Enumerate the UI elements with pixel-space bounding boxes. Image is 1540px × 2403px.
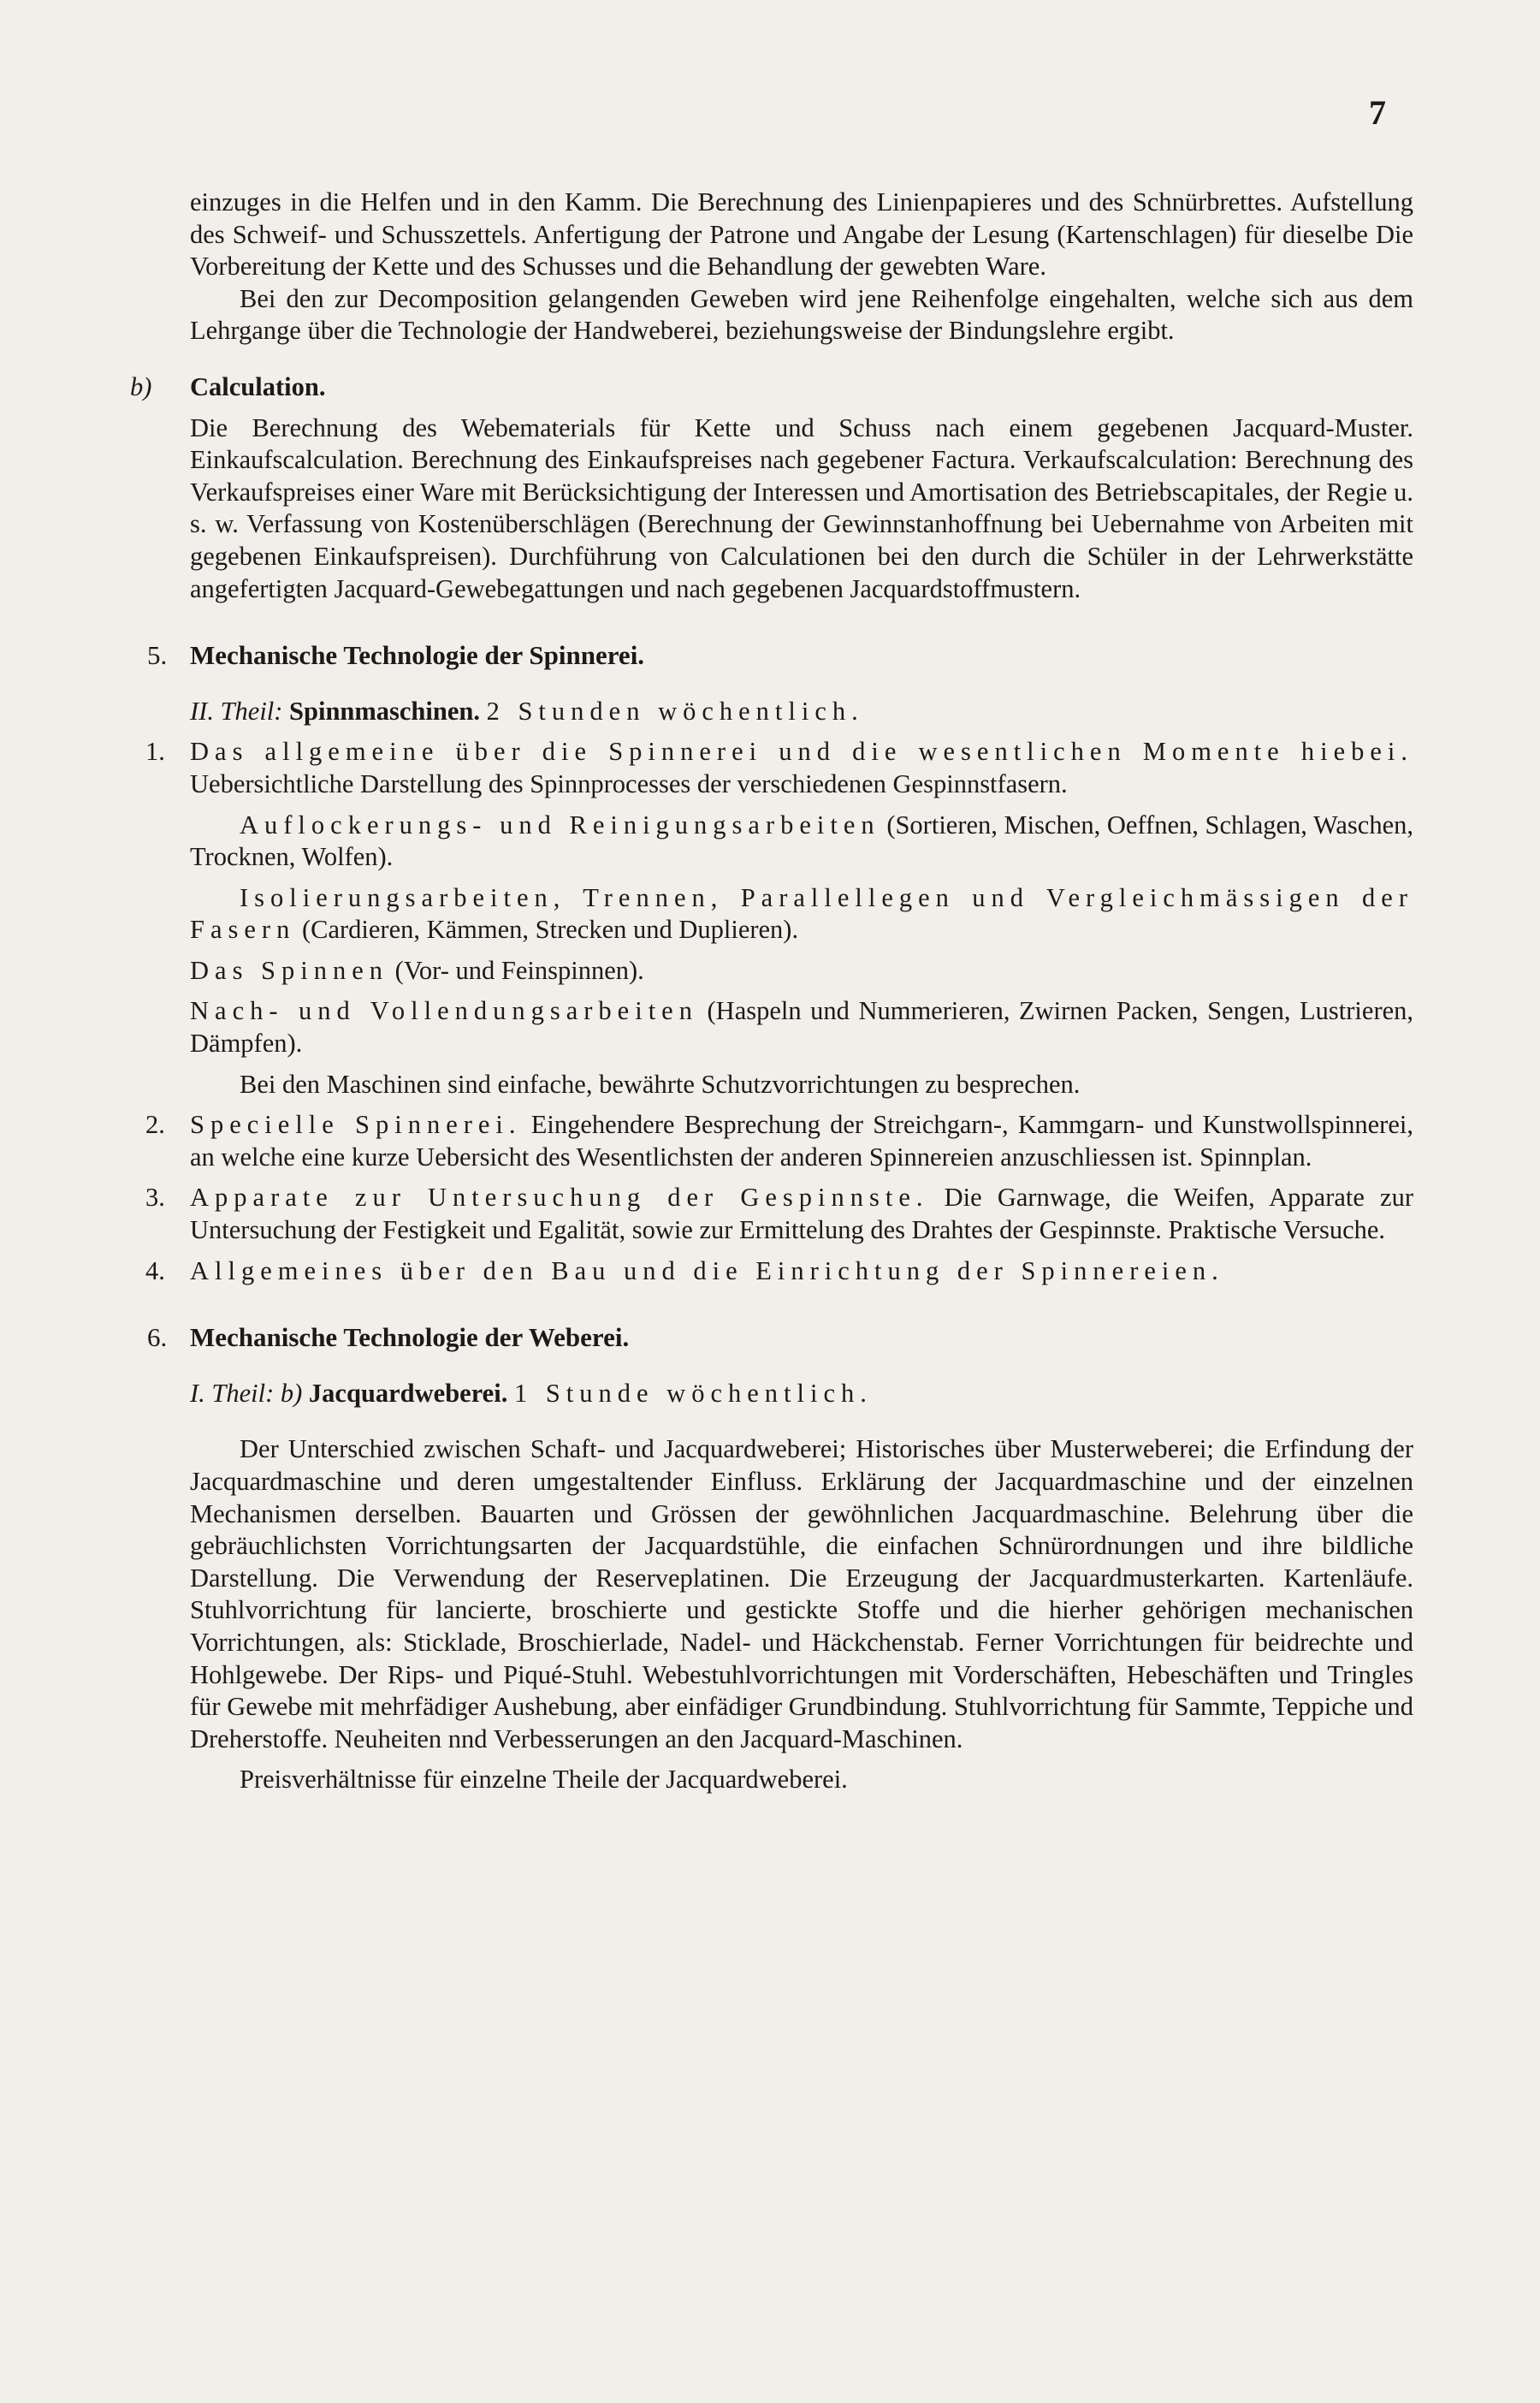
sub-paragraph-text: (Cardieren, Kämmen, Strecken und Duplieren).: [295, 915, 799, 945]
sub-paragraph-text: (Sortieren, Mischen, Oeffnen, Schlagen, Waschen, Trocknen, Wolfen).: [190, 810, 1413, 872]
section-5-theil-label: II. Theil:: [190, 696, 283, 726]
section-5-heading: [147, 639, 1413, 672]
list-item: [145, 1109, 1413, 1173]
list-item-spaced: Apparate zur Untersuchung der Gespinnste.: [190, 1183, 929, 1213]
list-item: [145, 1182, 1414, 1246]
intro-paragraph-1: einzuges in die Helfen und in den Kamm. Die Berechnung des Linienpapieres und des Schnürbrettes. Aufstellung des Schweif- und Schusszettels. Anfertigung der Patrone und Angabe der Lesung (Kartenschlagen) für dieselbe Die Vorbereitung der Kette und des Schusses und die Behandlung der gewebten Ware.: [190, 187, 1413, 282]
section-6-title: Mechanische Technologie der Weberei.: [190, 1322, 630, 1353]
calculation-text: Die Berechnung des Webematerials für Kette und Schuss nach einem gegebenen Jacquard-Muster. Einkaufscalculation. Berechnung des Einkaufspreises nach gegebener Factura. Verkaufscalculation: Berechnung des Verkaufspreises einer Ware mit Berücksichtigung der Interessen und Amortisation des Betriebscapitales, der Regie u. s. w. Verfassung von Kostenüberschlägen (Berechnung der Gewinnstanhoffnung bei Uebernahme von Arbeiten mit gegebenen Einkaufspreisen). Durchführung von Calculationen bei den durch die Schüler in der Lehrwerkstätte angefertigten Jacquard-Gewebegattungen und nach gegebenen Jacquardstoffmustern.: [190, 412, 1413, 603]
text-column: [130, 187, 1414, 1796]
sub-paragraph-spaced: Auflockerungs- und Reinigungsarbeiten: [240, 810, 880, 840]
sub-paragraph: [190, 995, 1413, 1059]
list-item: [145, 1255, 1413, 1288]
section-6-closing: Preisverhältnisse für einzelne Theile der Jacquardweberei.: [240, 1765, 848, 1795]
list-item-text: Uebersichtliche Darstellung des Spinnprocesses der verschiedenen Gespinnstfasern.: [190, 768, 1068, 798]
list-item-number: 3.: [145, 1183, 165, 1213]
section-6-theil-hours: 1 Stunde wöchentlich.: [513, 1378, 873, 1408]
section-5-theil-hours: 2 Stunden wöchentlich.: [486, 696, 864, 726]
list-item-spaced: Specielle Spinnerei.: [190, 1110, 522, 1140]
page-number: 7: [1369, 93, 1386, 132]
section-5-note: Bei den Maschinen sind einfache, bewährte Schutzvorrichtungen zu besprechen.: [240, 1069, 1081, 1099]
sub-paragraph-spaced: Das Spinnen: [190, 955, 389, 985]
section-5-theil-title: Spinnmaschinen.: [289, 696, 480, 726]
section-6-theil: [190, 1378, 1413, 1410]
section-5-number: 5.: [147, 640, 168, 671]
calculation-title: Calculation.: [190, 371, 326, 401]
sub-paragraph-text: (Vor- und Feinspinnen).: [388, 955, 644, 985]
section-6-theil-label: I. Theil: b): [190, 1378, 303, 1408]
section-6-heading: [147, 1321, 1413, 1354]
section-6-text: Der Unterschied zwischen Schaft- und Jacquardweberei; Historisches über Musterweberei; die Erfindung der Jacquardmaschine und deren umgestaltender Einfluss. Erklärung der Jacquardmaschine und der einzelnen Mechanismen derselben. Bauarten und Grössen der gewöhnlichen Jacquardmaschine. Belehrung über die gebräuchlichsten Vorrichtungsarten der Jacquardstühle, die einfachen Schnürordnungen und ihre bildliche Darstellung. Die Verwendung der Reserveplatinen. Die Erzeugung der Jacquardmusterkarten. Kartenläufe. Stuhlvorrichtung für lancierte, broschierte und gestickte Stoffe und die hierher gehörigen mechanischen Vorrichtungen, als: Sticklade, Broschierlade, Nadel- und Häckchenstab. Ferner Vorrichtungen für beidrechte und Hohlgewebe. Der Rips- und Piqué-Stuhl. Webestuhlvorrichtungen mit Vorderschäften, Hebeschäften und Tringles für Gewebe mit mehrfädiger Aushebung, aber einfädiger Grundbindung. Stuhlvorrichtung für Sammte, Teppiche und Dreherstoffe. Neuheiten nnd Verbesserungen an den Jacquard-Maschinen.: [190, 1434, 1413, 1753]
sub-paragraph: [190, 955, 1413, 988]
section-6-theil-title: Jacquardweberei.: [308, 1378, 508, 1408]
intro-paragraph-2: Bei den zur Decomposition gelangenden Geweben wird jene Reihenfolge eingehalten, welche sich aus dem Lehrgange über die Technologie der Handweberei, beziehungsweise der Bindungslehre ergibt.: [190, 283, 1413, 346]
section-6-number: 6.: [147, 1322, 168, 1353]
calculation-label: b): [130, 371, 152, 401]
sub-paragraph: [190, 882, 1413, 946]
list-item-spaced: Das allgemeine über die Spinnerei und die wesentlichen Momente hiebei.: [190, 737, 1413, 767]
section-5-title: Mechanische Technologie der Spinnerei.: [190, 640, 645, 671]
list-item-text: Eingehendere Besprechung der Streichgarn-, Kammgarn- und Kunstwollspinnerei, an welche eine kurze Uebersicht des Wesentlichsten der anderen Spinnereien anzuschliessen ist. Spinnplan.: [190, 1110, 1413, 1172]
list-item-spaced: Allgemeines über den Bau und die Einrichtung der Spinnereien.: [190, 1255, 1224, 1285]
sub-paragraph-spaced: Isolierungsarbeiten, Trennen, Parallellegen und Vergleichmässigen der Fasern: [190, 882, 1413, 945]
list-item-number: 2.: [145, 1110, 165, 1140]
list-item-number: 4.: [145, 1255, 165, 1285]
sub-paragraph-spaced: Nach- und Vollendungsarbeiten: [190, 996, 698, 1026]
sub-paragraph: [190, 810, 1413, 874]
list-item-text: Die Garnwage, die Weifen, Apparate zur Untersuchung der Festigkeit und Egalität, sowie zur Ermittelung des Drahtes der Gespinnste. Praktische Versuche.: [190, 1183, 1414, 1245]
list-item-number: 1.: [145, 737, 165, 767]
section-5-theil: [190, 696, 1413, 728]
sub-paragraph-text: (Haspeln und Nummerieren, Zwirnen Packen, Sengen, Lustrieren, Dämpfen).: [190, 996, 1414, 1059]
calculation-heading: [130, 371, 1413, 404]
list-item: [145, 736, 1413, 800]
